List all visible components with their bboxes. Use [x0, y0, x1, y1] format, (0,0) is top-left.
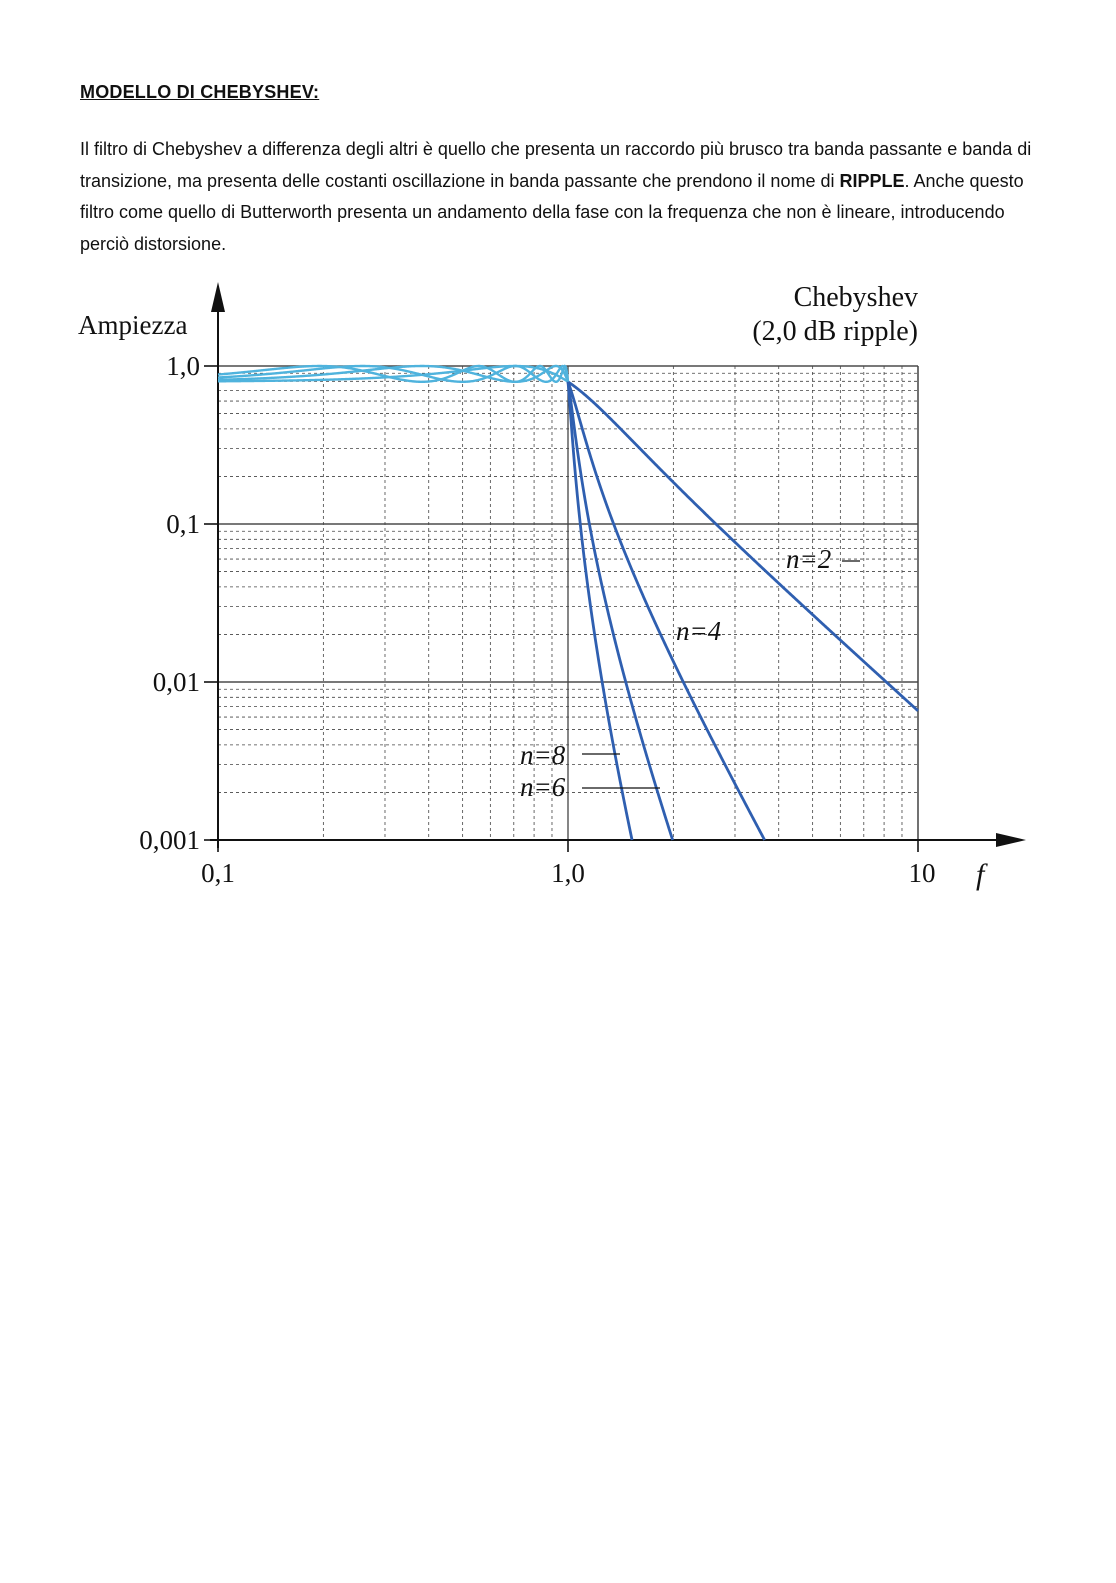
series-label-n4: n=4: [676, 616, 722, 646]
paragraph-text-1: Il filtro di Chebyshev a differenza degli altri è quello che presenta un raccordo più brusco tra banda passante e banda di transizione, ma presenta delle costanti oscillazione in banda passante che prendono il nome di: [80, 139, 1032, 191]
series-label-n8: n=8: [520, 740, 566, 770]
y-tick-label: 0,1: [166, 509, 200, 539]
x-tick-label: 0,1: [201, 858, 235, 888]
y-axis-label: Ampiezza: [78, 310, 188, 340]
x-axis-label: f: [976, 858, 985, 891]
x-tick-label: 10: [908, 858, 936, 888]
paragraph-text-2: . Anche questo filtro come quello di Butterworth presenta un andamento della fase con la frequenza che non è lineare, introducendo perciò distorsione.: [80, 170, 1024, 254]
paragraph-bold-ripple: RIPPLE: [839, 170, 905, 191]
page-heading: MODELLO DI CHEBYSHEV:: [80, 82, 320, 102]
y-axis-arrow: [211, 282, 225, 312]
chart-subtitle: (2,0 dB ripple): [752, 316, 918, 347]
x-tick-label: 1,0: [551, 858, 585, 888]
chart-title: Chebyshev: [793, 282, 918, 313]
y-tick-label: 1,0: [166, 351, 200, 381]
y-tick-label: 0,01: [152, 667, 200, 697]
chart-grid: [218, 366, 918, 840]
y-tick-label: 0,001: [139, 825, 200, 855]
curve-stopband-n6: [568, 382, 673, 840]
series-label-n6: n=6: [520, 772, 566, 802]
x-axis-arrow: [996, 833, 1026, 847]
series-label-n2: n=2: [786, 544, 832, 574]
